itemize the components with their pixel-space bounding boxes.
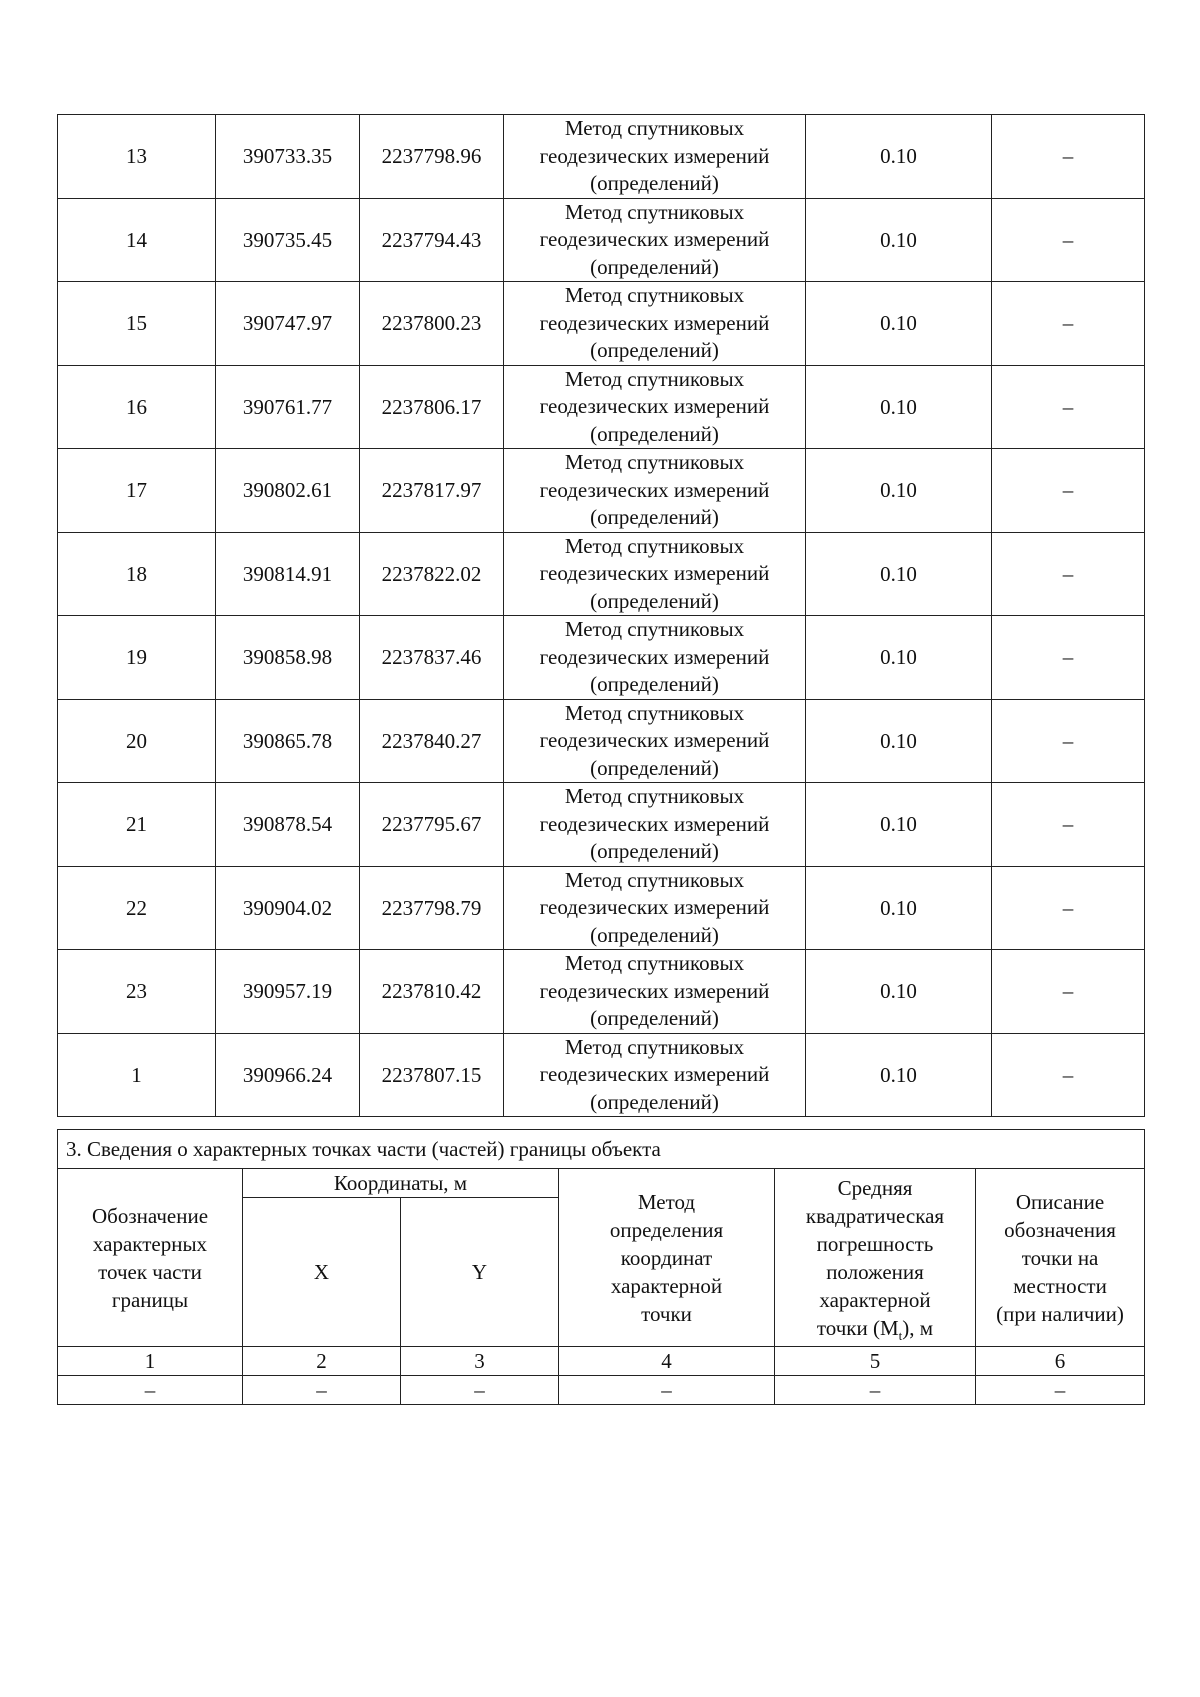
coord-y: 2237800.23 [360,282,504,366]
coord-x: 390735.45 [216,198,360,282]
method-line: Метод спутниковых [564,283,745,307]
point-number: 21 [58,783,216,867]
point-number: 20 [58,699,216,783]
method-line: Метод спутниковых [564,617,745,641]
table-row [58,282,1145,366]
method [504,449,806,533]
col-number: 2 [243,1347,401,1376]
mean-square-error: 0.10 [806,532,992,616]
method-line: (определений) [590,421,719,446]
header-designation: Обозначение характерных точек части границы [58,1169,243,1347]
mean-square-error: 0.10 [806,866,992,950]
method-line: (определений) [590,254,719,279]
empty-cell: – [58,1376,243,1405]
method [504,198,806,282]
point-number: 19 [58,616,216,700]
method-line: (определений) [590,588,719,613]
coord-x: 390747.97 [216,282,360,366]
coord-x: 390865.78 [216,699,360,783]
empty-cell: – [775,1376,976,1405]
table-row [58,950,1145,1034]
point-number: 17 [58,449,216,533]
mean-square-error: 0.10 [806,198,992,282]
method-line: (определений) [590,338,719,362]
method-line: геодезических измерений [539,978,770,1003]
coord-y: 2237810.42 [360,950,504,1034]
coord-x: 390761.77 [216,365,360,449]
coord-x: 390966.24 [216,1033,360,1117]
method-line: Метод спутниковых [564,951,745,975]
method-line: (определений) [590,755,719,780]
table-row [58,783,1145,867]
header-x: X [243,1198,401,1347]
coord-y: 2237798.96 [360,115,504,199]
method-line: (определений) [590,1089,719,1114]
point-description: – [992,282,1145,366]
method-line: геодезических измерений [539,728,770,752]
method [504,783,806,867]
method-line: Метод спутниковых [564,450,745,474]
method [504,365,806,449]
section-3-title: 3. Сведения о характерных точках части (частей) границы объекта [58,1130,1145,1169]
point-description: – [992,950,1145,1034]
method-line: (определений) [590,1006,719,1030]
empty-data-row [58,1376,1145,1405]
method-line: геодезических измерений [539,1062,770,1086]
column-number-row [58,1347,1145,1376]
method-line: Метод спутниковых [564,867,745,892]
mean-square-error: 0.10 [806,783,992,867]
mean-square-error: 0.10 [806,616,992,700]
method [504,532,806,616]
method [504,699,806,783]
method-line: геодезических измерений [539,227,770,251]
method-line: Метод спутниковых [564,700,745,725]
point-description: – [992,866,1145,950]
header-coordinates: Координаты, м [243,1169,559,1198]
point-number: 23 [58,950,216,1034]
method [504,950,806,1034]
method-line: геодезических измерений [539,895,770,919]
method-line: Метод спутниковых [564,116,745,140]
coord-x: 390802.61 [216,449,360,533]
col-number: 1 [58,1347,243,1376]
point-number: 15 [58,282,216,366]
method-line: (определений) [590,922,719,947]
mean-square-error: 0.10 [806,699,992,783]
coord-y: 2237837.46 [360,616,504,700]
coord-x: 390904.02 [216,866,360,950]
method-line: геодезических измерений [539,143,770,168]
coord-x: 390814.91 [216,532,360,616]
coord-y: 2237822.02 [360,532,504,616]
header-y: Y [401,1198,559,1347]
mean-square-error: 0.10 [806,1033,992,1117]
col-number: 3 [401,1347,559,1376]
table-row [58,449,1145,533]
method [504,115,806,199]
coord-y: 2237806.17 [360,365,504,449]
empty-cell: – [401,1376,559,1405]
point-description: – [992,115,1145,199]
table-row [58,198,1145,282]
coord-x: 390858.98 [216,616,360,700]
table-row [58,866,1145,950]
method-line: Метод спутниковых [564,199,745,224]
col-number: 4 [559,1347,775,1376]
point-number: 1 [58,1033,216,1117]
coord-y: 2237840.27 [360,699,504,783]
point-description: – [992,365,1145,449]
table-row [58,699,1145,783]
point-description: – [992,783,1145,867]
mean-square-error: 0.10 [806,950,992,1034]
header-mean-square-error: Средняя квадратическая погрешность положения характерной точки $(M_t)$, м [775,1169,976,1347]
method-line: Метод спутниковых [564,1034,745,1059]
point-number: 18 [58,532,216,616]
point-description: – [992,1033,1145,1117]
col-number: 5 [775,1347,976,1376]
boundary-points-table [57,114,1145,1117]
method-line: (определений) [590,839,719,863]
mean-square-error: 0.10 [806,449,992,533]
col-number: 6 [976,1347,1145,1376]
header-description: Описание обозначения точки на местности (при наличии) [976,1169,1145,1347]
coord-y: 2237798.79 [360,866,504,950]
coord-x: 390878.54 [216,783,360,867]
point-number: 14 [58,198,216,282]
point-description: – [992,699,1145,783]
coord-y: 2237794.43 [360,198,504,282]
method [504,1033,806,1117]
method-line: (определений) [590,171,719,195]
method-line: (определений) [590,672,719,696]
table-row [58,532,1145,616]
table-row [58,365,1145,449]
header-method: Метод определения координат характерной точки [559,1169,775,1347]
part-boundary-points-table [57,1129,1145,1405]
point-description: – [992,532,1145,616]
mean-square-error: 0.10 [806,282,992,366]
empty-cell: – [559,1376,775,1405]
method [504,282,806,366]
coord-y: 2237795.67 [360,783,504,867]
method-line: геодезических измерений [539,477,770,502]
point-description: – [992,449,1145,533]
empty-cell: – [976,1376,1145,1405]
method-line: геодезических измерений [539,811,770,836]
method-line: Метод спутниковых [564,366,745,391]
point-number: 16 [58,365,216,449]
method [504,866,806,950]
coord-y: 2237807.15 [360,1033,504,1117]
empty-cell: – [243,1376,401,1405]
method-line: (определений) [590,505,719,529]
method-line: геодезических измерений [539,310,770,335]
table-row [58,616,1145,700]
method-line: геодезических измерений [539,644,770,669]
point-number: 13 [58,115,216,199]
mean-square-error: 0.10 [806,365,992,449]
point-description: – [992,616,1145,700]
method [504,616,806,700]
coord-x: 390957.19 [216,950,360,1034]
method-line: геодезических измерений [539,394,770,418]
table-row [58,1033,1145,1117]
mean-square-error: 0.10 [806,115,992,199]
table-row [58,115,1145,199]
method-line: Метод спутниковых [564,533,745,558]
point-number: 22 [58,866,216,950]
coord-x: 390733.35 [216,115,360,199]
point-description: – [992,198,1145,282]
coord-y: 2237817.97 [360,449,504,533]
method-line: геодезических измерений [539,561,770,585]
method-line: Метод спутниковых [564,784,745,808]
